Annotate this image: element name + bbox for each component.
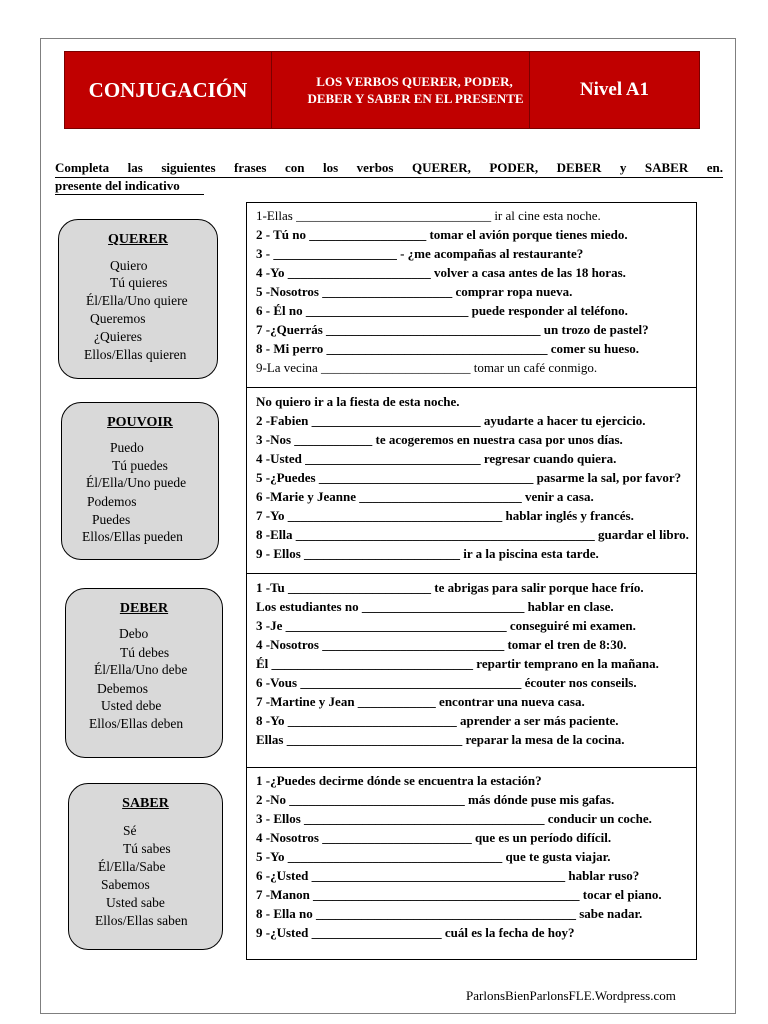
- header-subtitle: [272, 52, 530, 128]
- exercise-line: 7 -Yo _________________________________ hablar inglés y francés.: [256, 508, 634, 523]
- exercise-line: 3 - Ellos _____________________________________ conducir un coche.: [256, 811, 652, 826]
- exercise-line: 4 -Nosotros ____________________________ tomar el tren de 8:30.: [256, 637, 627, 652]
- exercise-section-1: [247, 203, 696, 388]
- exercise-line: 7 -¿Querrás _________________________________ un trozo de pastel?: [256, 322, 649, 337]
- verb-form: Debemos: [97, 681, 148, 696]
- header-level: Nivel A1: [530, 52, 699, 128]
- exercise-line: 2 -Fabien __________________________ ayudarte a hacer tu ejercicio.: [256, 413, 646, 428]
- verb-form: Ellos/Ellas pueden: [82, 529, 183, 544]
- verb-box-deber: [65, 588, 223, 758]
- exercise-line: 5 -¿Puedes _________________________________ pasarme la sal, por favor?: [256, 470, 682, 485]
- exercise-line: 3 -Je __________________________________ conseguiré mi examen.: [256, 618, 636, 633]
- exercise-line: 5 -Nosotros ____________________ comprar ropa nueva.: [256, 284, 573, 299]
- exercise-line: 3 -Nos ____________ te acogeremos en nuestra casa por unos días.: [256, 432, 623, 447]
- exercise-line: 2 -No ___________________________ más dónde puse mis gafas.: [256, 792, 615, 807]
- exercise-line: 7 -Manon _________________________________________ tocar el piano.: [256, 887, 662, 902]
- verb-form: Usted sabe: [106, 895, 165, 910]
- verb-box-querer: [58, 219, 218, 379]
- exercise-line: 3 - ___________________ - ¿me acompañas al restaurante?: [256, 246, 584, 261]
- verb-form: Puedo: [110, 440, 144, 455]
- verb-form: Podemos: [87, 494, 137, 509]
- verb-title: QUERER: [108, 232, 168, 247]
- footer-website: ParlonsBienParlonsFLE.Wordpress.com: [466, 988, 676, 1003]
- verb-form: Ellos/Ellas deben: [89, 716, 184, 731]
- exercise-line: 4 -Nosotros _______________________ que es un período difícil.: [256, 830, 612, 845]
- exercise-line: 8 - Ella no ________________________________________ sabe nadar.: [256, 906, 643, 921]
- exercise-line: 6 -Marie y Jeanne _________________________ venir a casa.: [256, 489, 594, 504]
- verb-form: Puedes: [92, 512, 131, 527]
- verb-title: DEBER: [119, 601, 169, 616]
- header-title: CONJUGACIÓN: [65, 52, 272, 128]
- exercise-line: 8 -Ella ______________________________________________ guardar el libro.: [256, 527, 689, 542]
- exercise-line: 9 - Ellos ________________________ ir a la piscina esta tarde.: [256, 546, 599, 561]
- exercise-line: 9-La vecina _______________________ tomar un café conmigo.: [256, 360, 598, 375]
- verb-title: POUVOIR: [107, 415, 173, 430]
- exercise-line: 6 -¿Usted _______________________________________ hablar ruso?: [256, 868, 640, 883]
- verb-form: Ellos/Ellas saben: [95, 913, 188, 928]
- header-bar: [64, 51, 700, 129]
- verb-form: Debo: [119, 626, 149, 641]
- verb-form: Él/Ella/Uno puede: [86, 475, 187, 490]
- exercise-section-3: [247, 574, 696, 768]
- instructions-line1: Completa las siguientes frases con los verbos QUERER, PODER, DEBER y SABER en.: [55, 160, 723, 178]
- exercise-line: 6 - Él no _________________________ puede responder al teléfono.: [256, 303, 628, 318]
- verb-form: Él/Ella/Sabe: [98, 859, 166, 874]
- verb-form: Él/Ella/Uno debe: [94, 662, 188, 677]
- exercise-line: 4 -Yo ______________________ volver a casa antes de las 18 horas.: [256, 265, 626, 280]
- exercise-section-4: [247, 768, 696, 961]
- exercise-line: 1 -Tu ______________________ te abrigas para salir porque hace frío.: [256, 580, 644, 595]
- exercise-line: 8 -Yo __________________________ aprender a ser más paciente.: [256, 713, 619, 728]
- header-subtitle-line1: LOS VERBOS QUERER, PODER,: [316, 74, 513, 89]
- verb-form: Sabemos: [101, 877, 150, 892]
- exercise-line: 2 - Tú no __________________ tomar el avión porque tienes miedo.: [256, 227, 628, 242]
- exercise-line: 4 -Usted ___________________________ regresar cuando quiera.: [256, 451, 617, 466]
- verb-form: Tú sabes: [123, 841, 171, 856]
- verb-box-saber: [68, 783, 223, 950]
- verb-title: SABER: [122, 796, 169, 811]
- exercise-line: Él _______________________________ repartir temprano en la mañana.: [256, 656, 659, 671]
- verb-form: Tú puedes: [112, 458, 168, 473]
- exercise-line: 1 -¿Puedes decirme dónde se encuentra la estación?: [256, 773, 542, 788]
- verb-form: ¿Quieres: [94, 329, 142, 344]
- exercise-line: Los estudiantes no _________________________ hablar en clase.: [256, 599, 614, 614]
- verb-form: Queremos: [90, 311, 146, 326]
- verb-form: Sé: [123, 823, 137, 838]
- verb-box-pouvoir: [61, 402, 219, 560]
- exercise-line: 1-Ellas ______________________________ ir al cine esta noche.: [256, 208, 601, 223]
- exercise-line: 8 - Mi perro __________________________________ comer su hueso.: [256, 341, 639, 356]
- exercise-line: No quiero ir a la fiesta de esta noche.: [256, 394, 460, 409]
- verb-form: Ellos/Ellas quieren: [84, 347, 187, 362]
- exercise-section-2: [247, 388, 696, 574]
- verb-form: Tú quieres: [110, 275, 168, 290]
- verb-form: Quiero: [110, 258, 148, 273]
- verb-form: Él/Ella/Uno quiere: [86, 293, 188, 308]
- verb-form: Usted debe: [101, 698, 162, 713]
- exercise-line: 9 -¿Usted ____________________ cuál es la fecha de hoy?: [256, 925, 575, 940]
- exercise-line: 7 -Martine y Jean ____________ encontrar una nueva casa.: [256, 694, 585, 709]
- verb-form: Tú debes: [120, 645, 170, 660]
- exercise-line: 5 -Yo _________________________________ que te gusta viajar.: [256, 849, 611, 864]
- instructions-line2: presente del indicativo: [55, 178, 204, 195]
- header-subtitle-line2: DEBER Y SABER EN EL PRESENTE: [307, 91, 524, 106]
- instructions: [55, 160, 723, 195]
- exercise-line: Ellas ___________________________ reparar la mesa de la cocina.: [256, 732, 625, 747]
- exercise-area: [246, 202, 697, 960]
- exercise-line: 6 -Vous __________________________________ écouter nos conseils.: [256, 675, 637, 690]
